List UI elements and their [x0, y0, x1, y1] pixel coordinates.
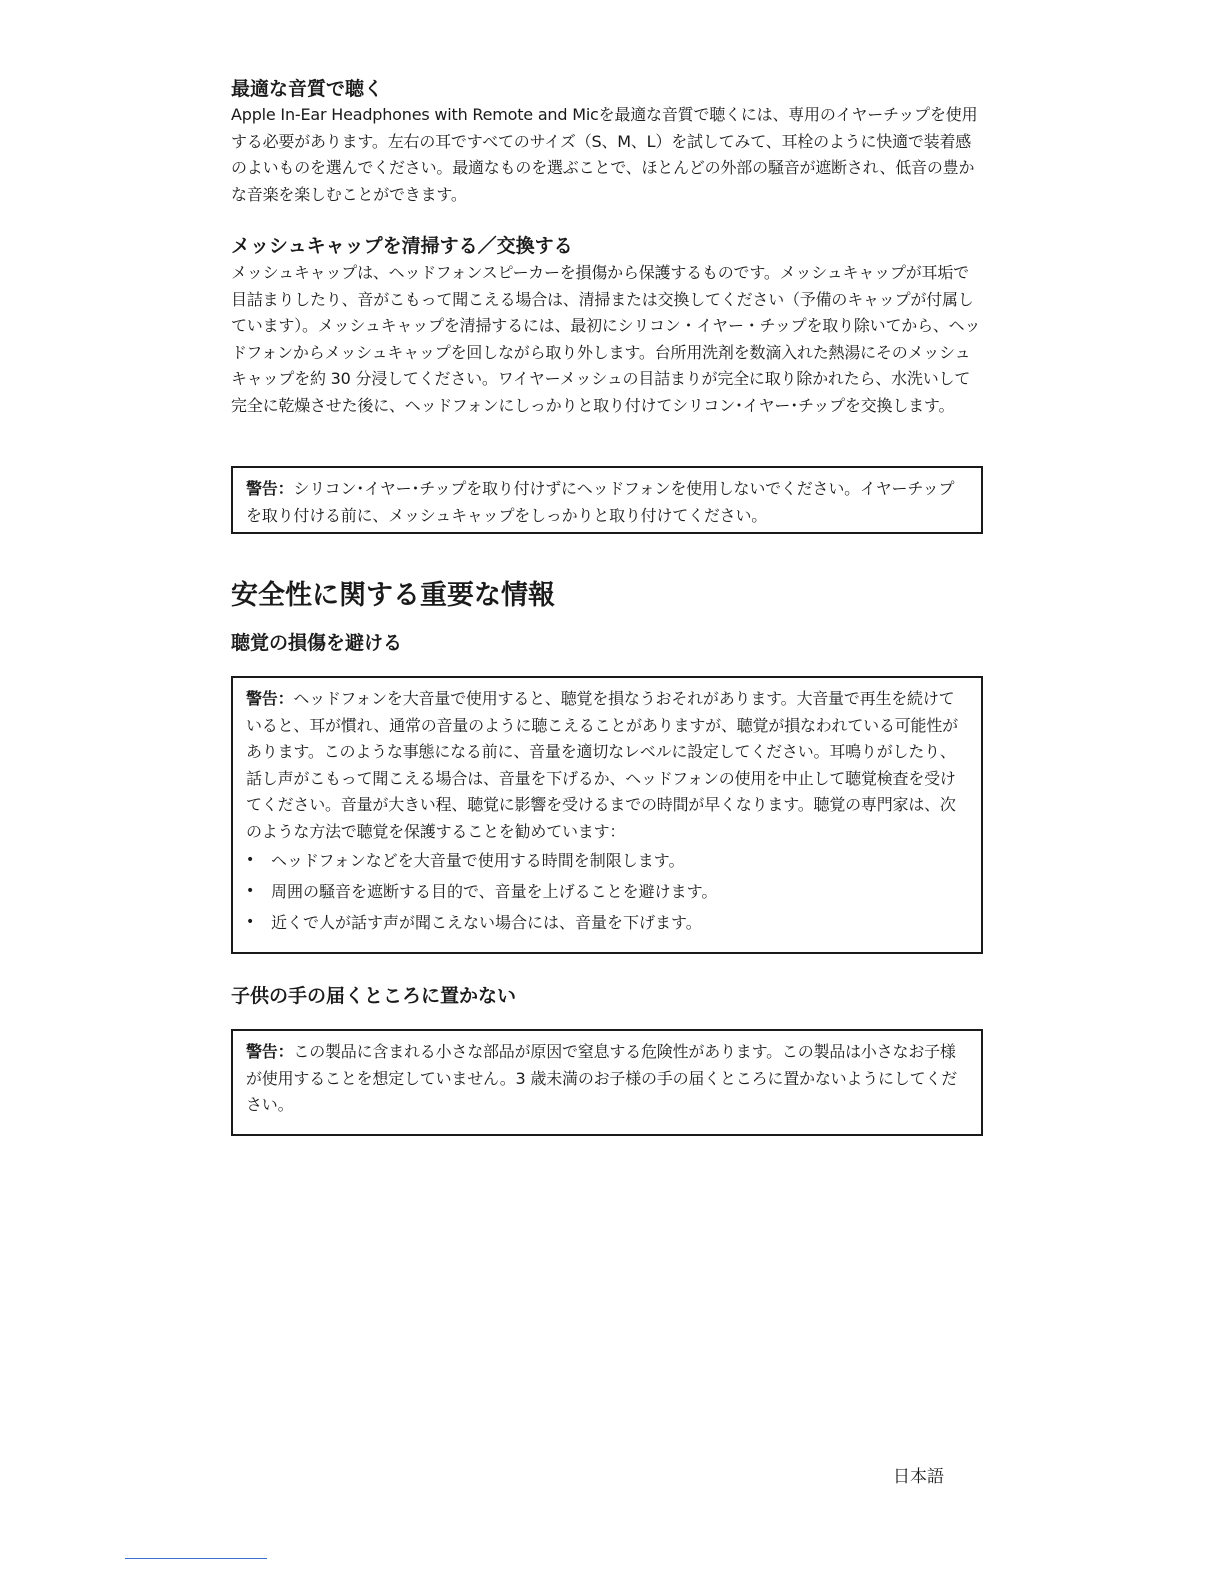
children-warning-box: [231, 1029, 983, 1136]
footer-divider: [125, 1558, 267, 1559]
mesh-cap-paragraph: メッシュキャップは、ヘッドフォンスピーカーを損傷から保護するものです。メッシュキャップが耳垢で目詰まりしたり、音がこもって聞こえる場合は、清掃または交換してください（予備のキャップが付属しています）。メッシュキャップを清掃するには、最初にシリコン・イヤー・チップを取り除いてから、ヘッドフォンからメッシュキャップを回しながら取り外します。台所用洗剤を数滴入れた熱湯にそのメッシュキャップを約 30 分浸してください。ワイヤーメッシュの目詰まりが完全に取り除かれたら、水洗いして完全に乾燥させた後に、ヘッドフォンにしっかりと取り付けてシリコン･イヤー･チップを交換します。: [231, 263, 981, 415]
sound-quality-heading: 最適な音質で聴く: [231, 78, 384, 100]
bullet-icon: •: [246, 914, 255, 930]
warning-text: この製品に含まれる小さな部品が原因で窒息する危険性があります。この製品は小さなお子様が使用することを想定していません。3 歳未満のお子様の手の届くところに置かないようにしてください。: [246, 1042, 958, 1114]
list-item: • 周囲の騒音を遮断する目的で、音量を上げることを避けます。: [246, 876, 968, 907]
children-warning: [246, 1039, 968, 1119]
warning-label: 警告：: [246, 1042, 294, 1061]
bullet-icon: •: [246, 883, 255, 899]
children-heading: 子供の手の届くところに置かない: [231, 985, 517, 1007]
warning-text: シリコン･イヤー･チップを取り付けずにヘッドフォンを使用しないでください。イヤーチップを取り付ける前に、メッシュキャップをしっかりと取り付けてください。: [246, 479, 955, 525]
hearing-tips-list: [246, 845, 968, 938]
mesh-cap-warning-box: [231, 466, 983, 534]
list-item: • 近くで人が話す声が聞こえない場合には、音量を下げます。: [246, 907, 968, 938]
warning-text: ヘッドフォンを大音量で使用すると、聴覚を損なうおそれがあります。大音量で再生を続けていると、耳が慣れ、通常の音量のように聴こえることがありますが、聴覚が損なわれている可能性があります。このような事態になる前に、音量を適切なレベルに設定してください。耳鳴りがしたり、話し声がこもって聞こえる場合は、音量を下げるか、ヘッドフォンの使用を中止して聴覚検査を受けてください。音量が大きい程、聴覚に影響を受けるまでの時間が早くなります。聴覚の専門家は、次のような方法で聴覚を保護することを勧めています：: [246, 689, 958, 841]
warning-label: 警告：: [246, 479, 294, 498]
footer-language-label: 日本語: [893, 1467, 944, 1487]
warning-label: 警告：: [246, 689, 294, 708]
safety-heading: 安全性に関する重要な情報: [231, 580, 555, 611]
sound-quality-paragraph: Apple In-Ear Headphones with Remote and Micを最適な音質で聴くには、専用のイヤーチップを使用する必要があります。左右の耳ですべてのサイズ（S、M、L）を試してみて、耳栓のように快適で装着感のよいものを選んでください。最適なものを選ぶことで、ほとんどの外部の騒音が遮断され、低音の豊かな音楽を楽しむことができます。: [231, 105, 978, 204]
bullet-icon: •: [246, 852, 255, 868]
hearing-warning: [246, 686, 968, 845]
mesh-cap-heading: メッシュキャップを清掃する／交換する: [231, 235, 573, 257]
list-item: • ヘッドフォンなどを大音量で使用する時間を制限します。: [246, 845, 968, 876]
hearing-warning-box: [231, 676, 983, 954]
mesh-cap-warning: [246, 476, 968, 529]
hearing-damage-heading: 聴覚の損傷を避ける: [231, 632, 403, 654]
